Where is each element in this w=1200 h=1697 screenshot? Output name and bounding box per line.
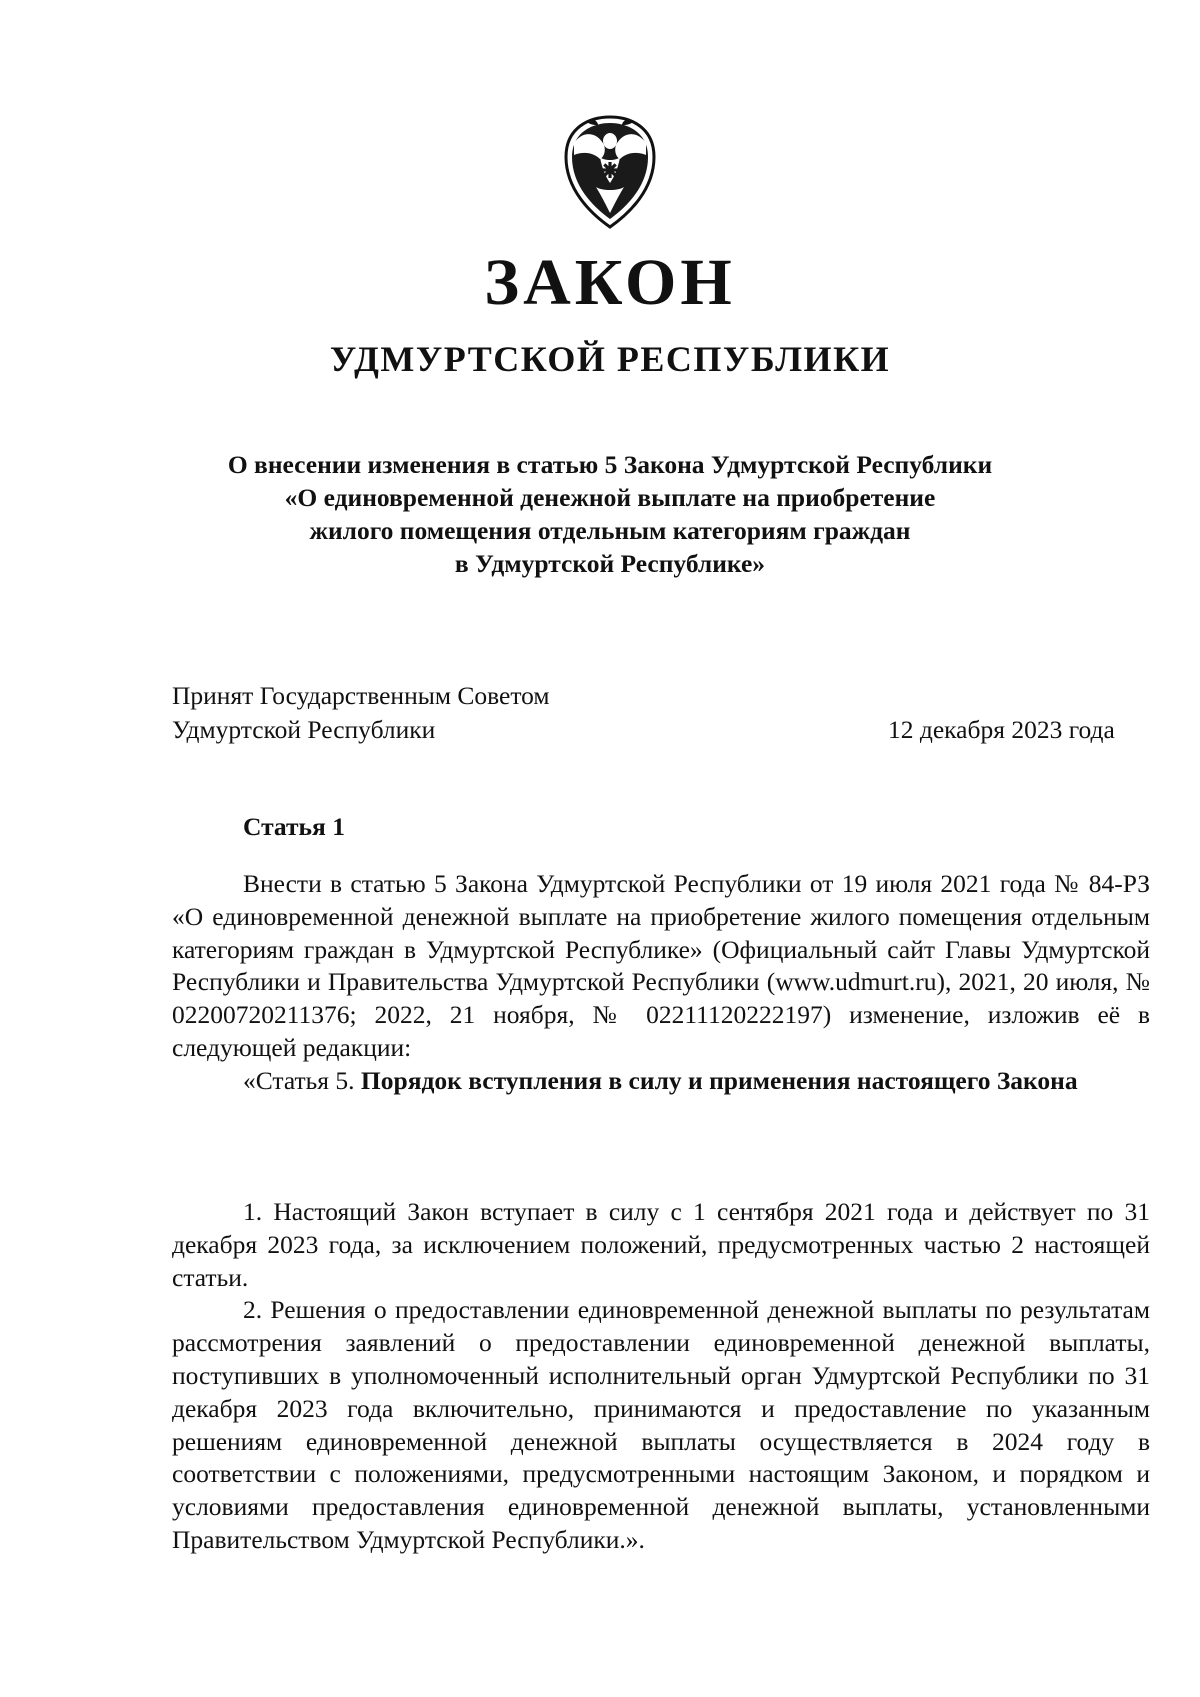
article-points: [172, 1196, 1150, 1557]
new-article-title: Порядок вступления в силу и применения настоящего Закона: [360, 1065, 1078, 1095]
point-2-paragraph: 2. Решения о предоставлении единовременной денежной выплаты по результатам рассмотрения заявлений о предоставлении единовременной денежной выплаты, поступивших в уполномоченный исполнительный орган Удмуртской Республики по 31 декабря 2023 года включительно, принимаются и предоставление по указанным решениям единовременной денежной выплаты осуществляется в 2024 году в соответствии с положениями, предусмотренными настоящим Законом, и порядком и условиями предоставления единовременной денежной выплаты, установленными Правительством Удмуртской Республики.».: [172, 1295, 1150, 1554]
new-article-heading-paragraph: [172, 1065, 1150, 1098]
adoption-authority: [172, 679, 550, 747]
new-article-prefix: «Статья 5.: [243, 1065, 355, 1095]
republic-title: УДМУРТСКОЙ РЕСПУБЛИКИ: [329, 339, 891, 379]
subject-line: в Удмуртской Республике»: [454, 549, 766, 578]
article-body: [172, 868, 1150, 1098]
subject-line: жилого помещения отдельным категориям граждан: [309, 516, 911, 545]
article-heading: Статья 1: [243, 812, 345, 841]
adoption-line-2: Удмуртской Республики: [172, 715, 436, 744]
article-intro-paragraph: Внести в статью 5 Закона Удмуртской Республики от 19 июля 2021 года № 84-РЗ «О единовременной денежной выплате на приобретение жилого помещения отдельным категориям граждан в Удмуртской Республике» (Официальный сайт Главы Удмуртской Республики и Правительства Удмуртской Республики (www.udmurt.ru), 2021, 20 июля, № 02200720211376; 2022, 21 ноября, № 02211120222197) изменение, изложив её в следующей редакции:: [172, 869, 1150, 1062]
subject-line: «О единовременной денежной выплате на приобретение: [284, 483, 936, 512]
adoption-date: 12 декабря 2023 года: [888, 715, 1115, 744]
law-title: ЗАКОН: [484, 246, 736, 319]
adoption-line-1: Принят Государственным Советом: [172, 681, 550, 710]
law-subject: [0, 448, 1200, 580]
point-1-paragraph: 1. Настоящий Закон вступает в силу с 1 сентября 2021 года и действует по 31 декабря 2023 года, за исключением положений, предусмотренных частью 2 настоящей статьи.: [172, 1197, 1150, 1292]
subject-line: О внесении изменения в статью 5 Закона Удмуртской Республики: [227, 450, 993, 479]
coat-of-arms-icon: [550, 113, 670, 231]
